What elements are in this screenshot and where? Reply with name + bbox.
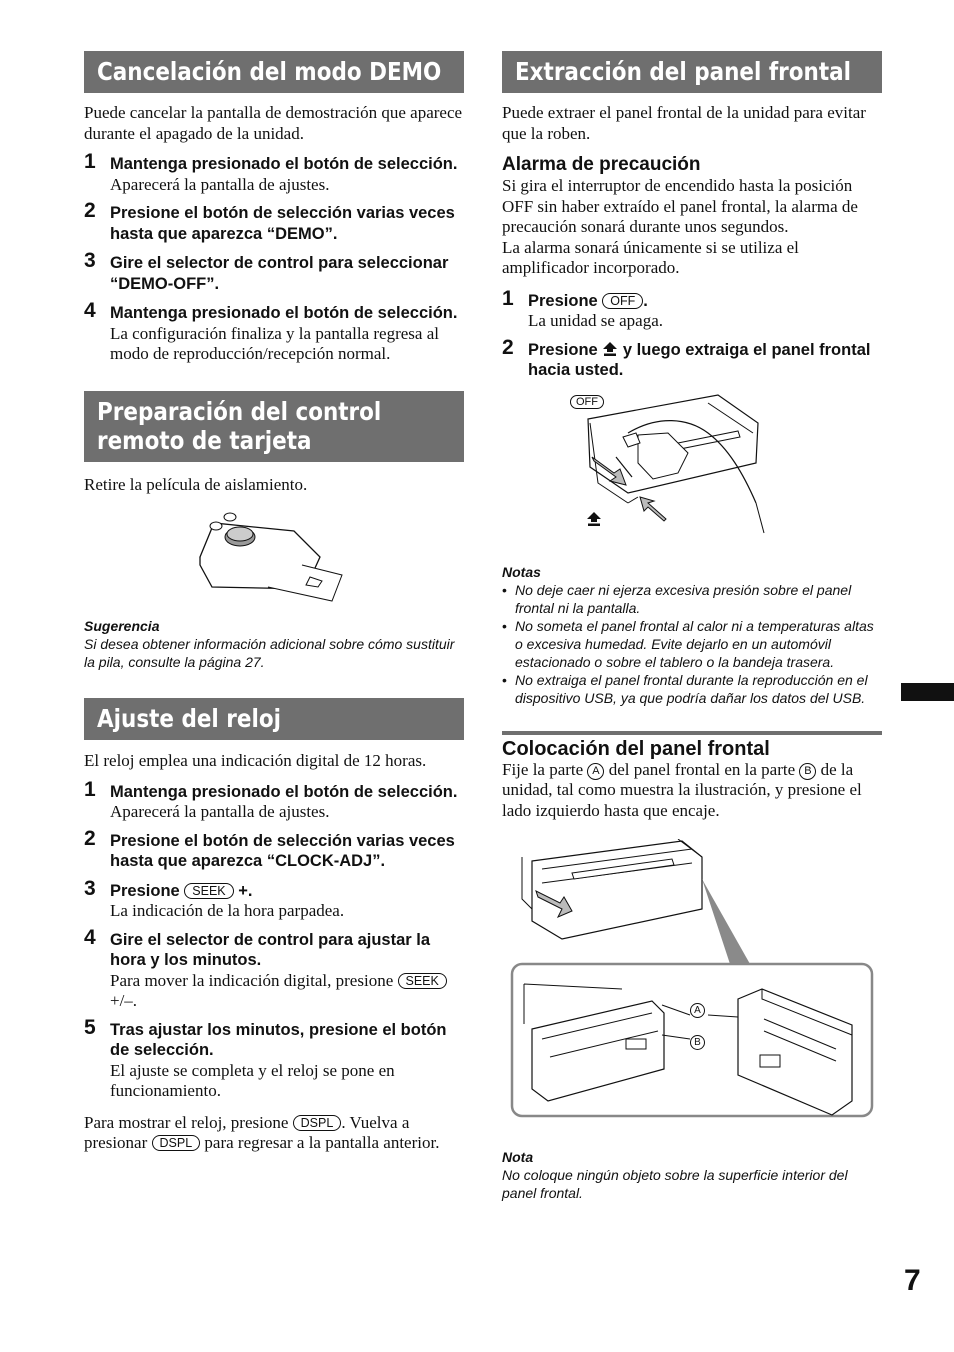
step-number: 4 bbox=[84, 299, 96, 322]
alarm-title: Alarma de precaución bbox=[502, 154, 701, 175]
left-column bbox=[84, 51, 464, 1154]
step-title: Presione OFF . bbox=[528, 291, 648, 310]
step-title: Gire el selector de control para seleccionar “DEMO-OFF”. bbox=[110, 254, 449, 293]
step-title: Presione el botón de selección varias veces hasta que aparezca “DEMO”. bbox=[110, 204, 455, 243]
step-title: Mantenga presionado el botón de selección. bbox=[110, 155, 458, 173]
step-number: 4 bbox=[84, 925, 96, 949]
step-desc: La configuración finaliza y la pantalla regresa al modo de reproducción/recepción normal. bbox=[110, 323, 439, 363]
step-number: 1 bbox=[502, 286, 514, 310]
release-icon bbox=[586, 511, 602, 527]
step-title: Presione SEEK +. bbox=[110, 881, 253, 900]
part-a-marker: A bbox=[587, 763, 604, 780]
step-title: Mantenga presionado el botón de selección. bbox=[110, 782, 458, 801]
section-title-remote: Preparación del control remoto de tarjeta bbox=[84, 391, 464, 462]
tip-text: Si desea obtener información adicional sobre cómo sustituir la pila, consulte la página 27. bbox=[84, 636, 455, 670]
clock-step-2 bbox=[84, 826, 464, 872]
demo-step-3 bbox=[84, 249, 464, 294]
dspl-button: DSPL bbox=[152, 1135, 201, 1151]
alarm-text-2: La alarma sonará únicamente si se utiliza el amplificador incorporado. bbox=[502, 237, 799, 277]
tip-title: Sugerencia bbox=[84, 618, 160, 634]
step-number: 3 bbox=[84, 249, 96, 272]
section-tab-marker bbox=[901, 683, 954, 701]
note-item: • No extraiga el panel frontal durante la reproducción en el dispositivo USB, ya que podría dañar los datos del USB. bbox=[502, 671, 882, 707]
seek-button: SEEK bbox=[398, 973, 447, 989]
clock-outro: Para mostrar el reloj, presione DSPL . Vuelva a presionar DSPL para regresar a la pantalla anterior. bbox=[84, 1112, 440, 1152]
step-title: Tras ajustar los minutos, presione el botón de selección. bbox=[110, 1020, 447, 1059]
clock-step-5 bbox=[84, 1015, 464, 1102]
step-desc: La indicación de la hora parpadea. bbox=[110, 901, 345, 920]
attach-text: Fije la parte A del panel frontal en la parte B de la unidad, tal como muestra la ilustración, y presione el lado izquierdo hasta que encaje. bbox=[502, 759, 862, 820]
step-title: Presione el botón de selección varias veces hasta que aparezca “CLOCK-ADJ”. bbox=[110, 831, 455, 870]
step-desc: La unidad se apaga. bbox=[528, 311, 663, 330]
step-desc: Para mover la indicación digital, presione SEEK +/–. bbox=[110, 971, 464, 1012]
step-number: 3 bbox=[84, 876, 96, 900]
step-number: 1 bbox=[84, 150, 96, 173]
clock-step-3 bbox=[84, 876, 464, 922]
demo-step-4 bbox=[84, 299, 464, 365]
attach-note-text: No coloque ningún objeto sobre la superficie interior del panel frontal. bbox=[502, 1167, 848, 1201]
step-number: 2 bbox=[502, 335, 514, 359]
step-number: 1 bbox=[84, 777, 96, 801]
panel-attach-illustration bbox=[502, 839, 882, 1134]
attach-section bbox=[502, 731, 882, 822]
remote-intro: Retire la película de aislamiento. bbox=[84, 474, 308, 494]
demo-intro: Puede cancelar la pantalla de demostración que aparece durante el apagado de la unidad. bbox=[84, 103, 463, 143]
section-title-demo: Cancelación del modo DEMO bbox=[84, 51, 464, 93]
notes-title: Notas bbox=[502, 563, 541, 580]
step-desc: Aparecerá la pantalla de ajustes. bbox=[110, 802, 330, 821]
clock-intro: El reloj emplea una indicación digital de 12 horas. bbox=[84, 751, 427, 770]
panel-step-2 bbox=[502, 335, 882, 381]
section-title-panel: Extracción del panel frontal bbox=[502, 51, 882, 93]
step-title: Mantenga presionado el botón de selección. bbox=[110, 304, 458, 322]
part-b-marker: B bbox=[799, 763, 816, 780]
clock-step-1 bbox=[84, 777, 464, 823]
step-desc: Aparecerá la pantalla de ajustes. bbox=[110, 174, 330, 194]
panel-step-1 bbox=[502, 286, 882, 332]
demo-step-1 bbox=[84, 150, 464, 195]
demo-step-2 bbox=[84, 199, 464, 244]
section-title-clock: Ajuste del reloj bbox=[84, 698, 464, 740]
right-column bbox=[502, 51, 882, 1202]
step-number: 2 bbox=[84, 199, 96, 222]
attach-note-title: Nota bbox=[502, 1149, 534, 1165]
off-button-label: OFF bbox=[570, 395, 604, 409]
release-icon bbox=[602, 341, 618, 357]
step-title: Gire el selector de control para ajustar la hora y los minutos. bbox=[110, 930, 431, 969]
seek-button: SEEK bbox=[184, 883, 233, 899]
notes-list bbox=[502, 581, 882, 707]
remote-illustration bbox=[192, 507, 464, 607]
clock-step-4 bbox=[84, 925, 464, 1012]
dspl-button: DSPL bbox=[293, 1115, 342, 1131]
attach-title: Colocación del panel frontal bbox=[502, 737, 770, 760]
note-item: • No someta el panel frontal al calor ni a temperaturas altas o excesiva humedad. Evite dejarlo en un automóvil estacionado o sobre el tablero o la bandeja trasera. bbox=[502, 617, 882, 671]
part-a-label: A bbox=[690, 1003, 705, 1018]
note-item: • No deje caer ni ejerza excesiva presión sobre el panel frontal ni la pantalla. bbox=[502, 581, 882, 617]
alarm-text-1: Si gira el interruptor de encendido hasta la posición OFF sin haber extraído el panel frontal, la alarma de precaución sonará durante unos segundos. bbox=[502, 176, 858, 236]
step-title: Presione y luego extraiga el panel frontal hacia usted. bbox=[528, 340, 871, 379]
step-number: 5 bbox=[84, 1015, 96, 1039]
panel-removal-illustration bbox=[568, 393, 768, 543]
page-number: 7 bbox=[904, 1264, 921, 1297]
panel-intro: Puede extraer el panel frontal de la unidad para evitar que la roben. bbox=[502, 103, 866, 143]
step-number: 2 bbox=[84, 826, 96, 850]
step-desc: El ajuste se completa y el reloj se pone en funcionamiento. bbox=[110, 1060, 395, 1100]
part-b-label: B bbox=[690, 1035, 705, 1050]
off-button: OFF bbox=[602, 293, 643, 309]
